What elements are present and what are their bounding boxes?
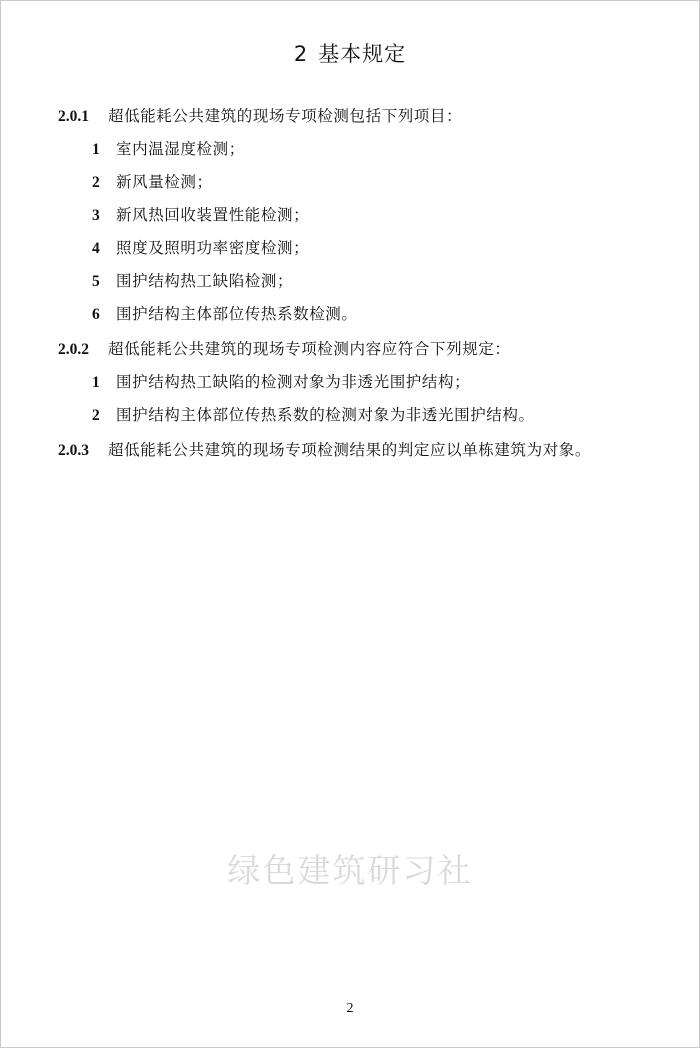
clause-number: 2.0.1 — [58, 108, 89, 125]
watermark: 绿色建筑研习社 — [227, 851, 473, 890]
item-number: 6 — [92, 306, 100, 323]
item-number: 1 — [92, 141, 100, 158]
chapter-title — [0, 38, 700, 68]
list-item — [92, 304, 358, 325]
list-item — [92, 372, 470, 393]
item-number: 2 — [92, 174, 100, 191]
clause-2-0-1 — [58, 106, 462, 127]
chapter-title-text: 基本规定 — [318, 42, 407, 66]
list-item — [92, 271, 293, 292]
item-number: 1 — [92, 374, 100, 391]
item-text: 照度及照明功率密度检测； — [116, 239, 310, 257]
list-item — [92, 139, 245, 160]
list-item — [92, 405, 535, 426]
clause-text: 超低能耗公共建筑的现场专项检测结果的判定应以单栋建筑为对象。 — [108, 441, 592, 459]
clause-number: 2.0.2 — [58, 341, 89, 358]
list-item — [92, 205, 309, 226]
clause-text: 超低能耗公共建筑的现场专项检测包括下列项目： — [108, 107, 463, 125]
item-text: 围护结构热工缺陷检测； — [116, 272, 294, 290]
chapter-number: 2 — [293, 42, 309, 66]
item-text: 围护结构主体部位传热系数检测。 — [116, 305, 358, 323]
item-text: 新风量检测； — [116, 173, 213, 191]
clause-2-0-2 — [58, 339, 511, 360]
list-item — [92, 238, 309, 259]
item-text: 围护结构热工缺陷的检测对象为非透光围护结构； — [116, 373, 471, 391]
item-number: 4 — [92, 240, 100, 257]
list-item — [92, 172, 213, 193]
clause-2-0-3 — [58, 440, 591, 461]
clause-number: 2.0.3 — [58, 442, 89, 459]
clause-text: 超低能耗公共建筑的现场专项检测内容应符合下列规定： — [108, 340, 511, 358]
item-number: 3 — [92, 207, 100, 224]
item-text: 围护结构主体部位传热系数的检测对象为非透光围护结构。 — [116, 406, 535, 424]
item-number: 2 — [92, 407, 100, 424]
item-text: 室内温湿度检测； — [116, 140, 245, 158]
item-text: 新风热回收装置性能检测； — [116, 206, 310, 224]
page-number: 2 — [346, 1001, 354, 1016]
item-number: 5 — [92, 273, 100, 290]
